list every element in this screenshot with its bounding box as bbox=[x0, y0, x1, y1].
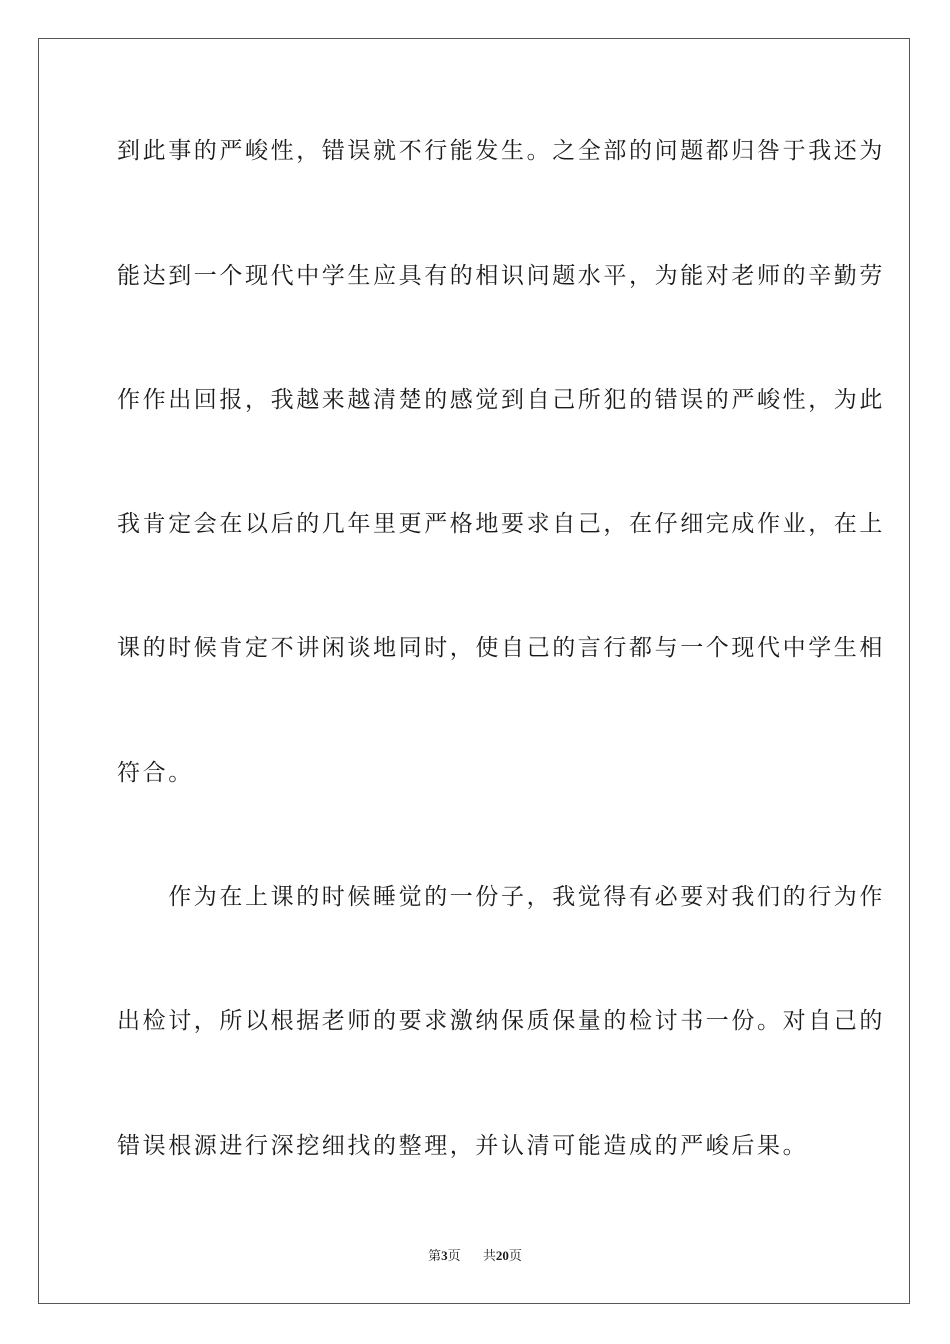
paragraph-line: 出检讨，所以根据老师的要求激纳保质保量的检讨书一份。对自己的 bbox=[117, 1008, 885, 1034]
page-number-label bbox=[428, 1249, 465, 1264]
paragraph-line: 能达到一个现代中学生应具有的相识问题水平，为能对老师的辛勤劳 bbox=[117, 263, 885, 289]
paragraph-line: 我肯定会在以后的几年里更严格地要求自己，在仔细完成作业，在上 bbox=[117, 511, 885, 537]
paragraph-line: 到此事的严峻性，错误就不行能发生。之全部的问题都归咎于我还为 bbox=[117, 138, 885, 164]
paragraph-line: 错误根源进行深挖细找的整理，并认清可能造成的严峻后果。 bbox=[117, 1133, 809, 1159]
page-prefix: 第 bbox=[428, 1249, 442, 1264]
paragraph-line: 作作出回报，我越来越清楚的感觉到自己所犯的错误的严峻性，为此 bbox=[117, 387, 885, 413]
total-page-count: 20 bbox=[495, 1248, 509, 1263]
current-page-number: 3 bbox=[441, 1248, 448, 1263]
page-total-label bbox=[483, 1249, 522, 1264]
page-footer bbox=[0, 1247, 950, 1266]
paragraph-line: 符合。 bbox=[117, 760, 194, 786]
total-suffix: 页 bbox=[508, 1249, 522, 1264]
page-frame bbox=[38, 38, 910, 1304]
paragraph-line: 课的时候肯定不讲闲谈地同时，使自己的言行都与一个现代中学生相 bbox=[117, 635, 885, 661]
total-prefix: 共 bbox=[482, 1249, 496, 1264]
page-suffix: 页 bbox=[447, 1249, 461, 1264]
paragraph-line: 作为在上课的时候睡觉的一份子，我觉得有必要对我们的行为作 bbox=[117, 884, 885, 910]
